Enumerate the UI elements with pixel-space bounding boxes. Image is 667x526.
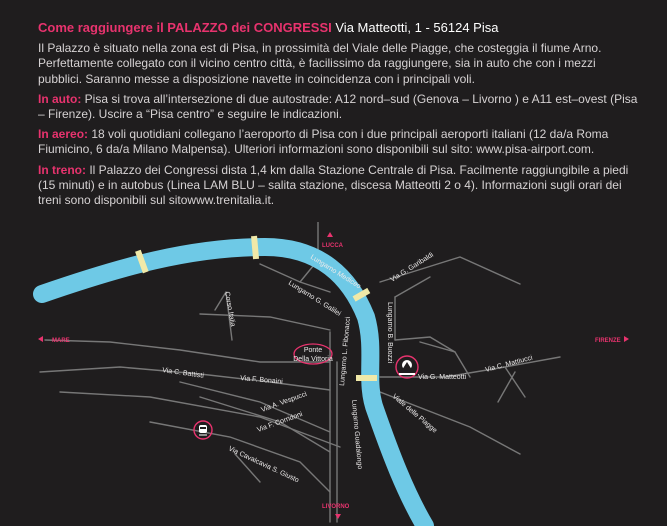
landmark-label-line2: Della Vittoria <box>293 356 333 363</box>
arrow-up-icon <box>327 232 333 237</box>
street-label: Via F. Bonaini <box>239 375 283 386</box>
direction-east: FIRENZE <box>595 338 621 344</box>
section-text: 18 voli quotidiani collegano l’aeroporto di Pisa con i due principali aeroporti italiani (12 da/a Roma Fiumicino, 6 da/a Milano Malpensa). Ulteriori informazioni sono disponibili sul sito: www.pisa-airport.com. <box>38 127 609 157</box>
title-highlight: Come raggiungere il PALAZZO dei CONGRESSI <box>38 20 332 35</box>
street-label: Via G. Garibaldi <box>389 251 435 284</box>
landmark-label-line1: Ponte <box>303 347 323 354</box>
section-text: Pisa si trova all’intersezione di due autostrade: A12 nord–sud (Genova – Livorno ) e A11 est–ovest (Pisa – Firenze). Uscire a “Pisa centro” e seguire le indicazioni. <box>38 91 638 122</box>
section-train <box>38 163 638 209</box>
section-plane <box>38 127 638 157</box>
bridge <box>356 375 377 381</box>
street-label: Viale delle Piagge <box>390 393 439 435</box>
arrow-right-icon <box>624 336 629 342</box>
street-label: Corso Italia <box>223 291 237 328</box>
intro-paragraph: Il Palazzo è situato nella zona est di Pisa, in prossimità del Viale delle Piagge, che costeggia il fiume Arno. Perfettamente collegato con il vicino centro città, è facilissimo da raggiungere, sia in auto che con i mezzi pubblici. Saranno messe a disposizione navette in coincidenza con i principali voli. <box>38 41 602 86</box>
street-label: Via F. Corridoni <box>256 410 304 434</box>
congress-marker-icon <box>396 356 418 378</box>
page-title <box>38 20 638 35</box>
info-text <box>38 20 638 213</box>
section-label: In auto: <box>38 91 82 106</box>
section-car <box>38 92 638 122</box>
section-label: In aereo: <box>38 127 89 142</box>
city-map <box>0 222 667 526</box>
arrow-down-icon <box>335 514 341 519</box>
direction-west: MARE <box>52 338 70 344</box>
street-label: Via C. Battisti <box>161 367 205 380</box>
title-address: Via Matteotti, 1 - 56124 Pisa <box>335 20 499 35</box>
street-label: Via C. Mattiucci <box>484 354 534 374</box>
street-label: Via Cavalcavia S. Giusto <box>227 445 300 485</box>
section-label: In treno: <box>38 162 86 177</box>
street-label: Lungarno B. Buozzi <box>386 302 393 364</box>
section-text: Il Palazzo dei Congressi dista 1,4 km dalla Stazione Centrale di Pisa. Facilmente raggiungibile a piedi (15 minuti) e in autobus (Linea LAM BLU – salita stazione, discesa Matteotti 2 o 4). Informazioni sugli orari dei treni sono disponibili sul sitowww.trenitalia.it. <box>38 162 629 208</box>
arrow-left-icon <box>38 336 43 342</box>
street-label: Lungarno Guadalongo <box>350 399 364 470</box>
direction-north: LUCCA <box>322 243 343 249</box>
street-label: Lungarno Mediceo <box>308 253 362 291</box>
street-label: Lungarno G. Galilei <box>286 279 342 318</box>
street-label: Lungarno L. Fibonacci <box>338 316 352 387</box>
train-station-icon <box>194 421 212 439</box>
direction-south: LIVORNO <box>322 504 350 510</box>
street-label: Via G. Matteotti <box>418 374 467 381</box>
street-label: Via A. Vespucci <box>260 390 308 414</box>
